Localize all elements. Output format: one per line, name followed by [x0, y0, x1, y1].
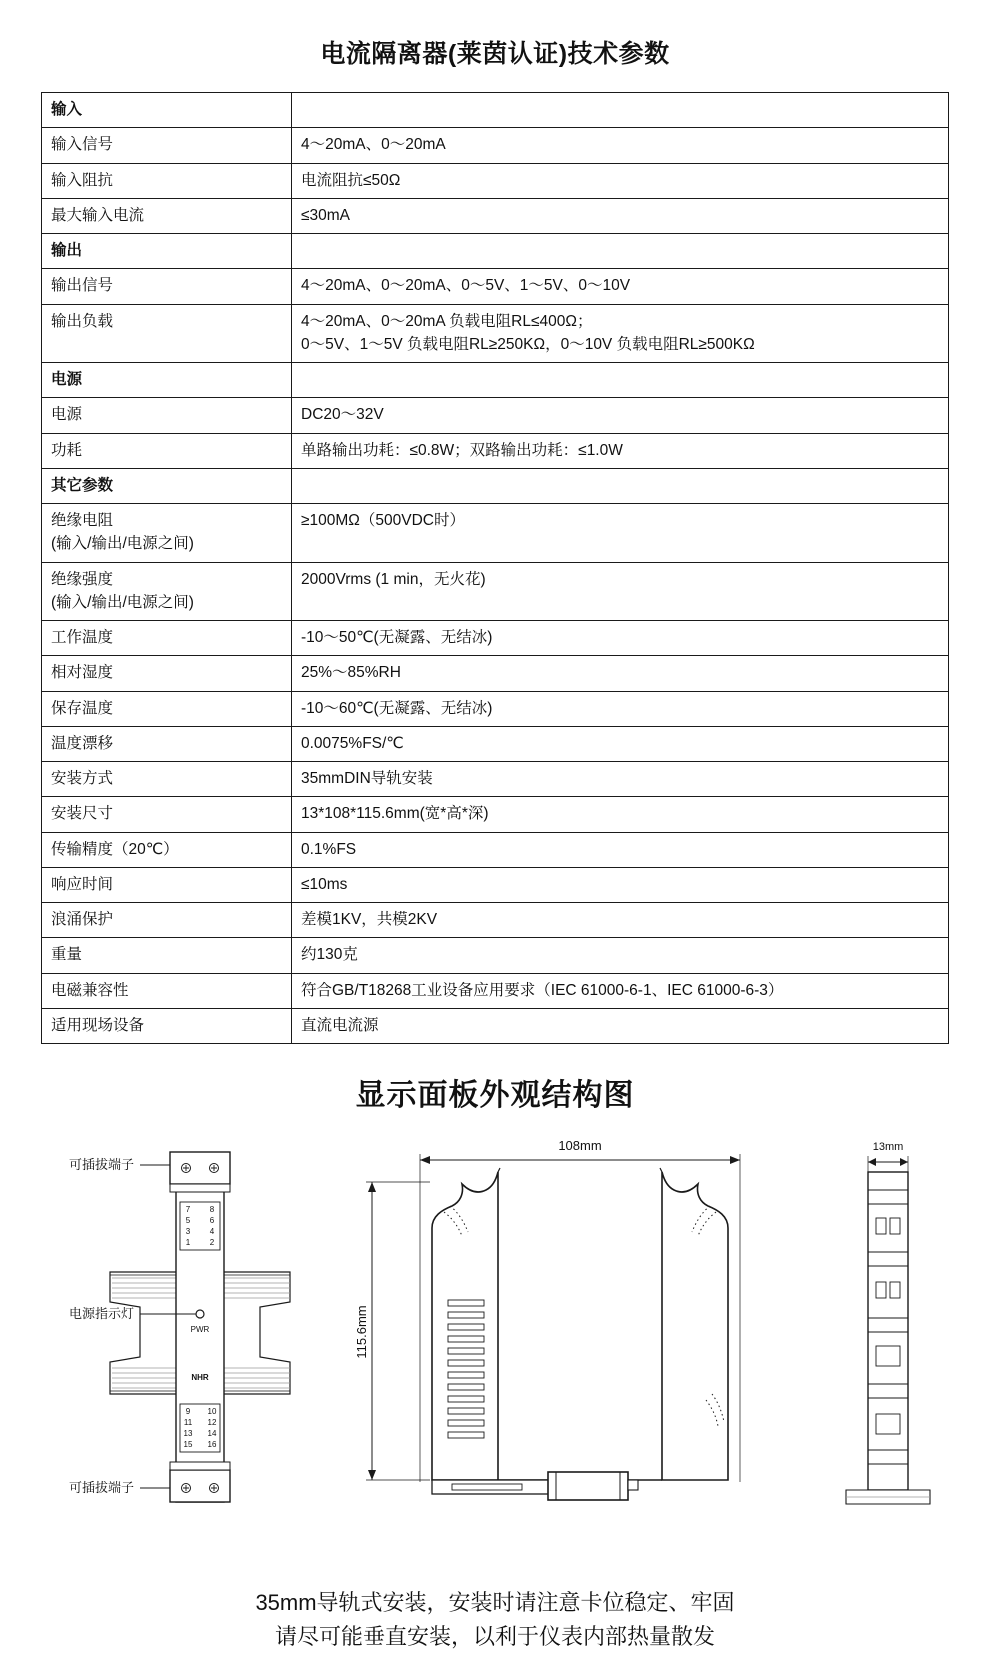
spec-label-cell — [42, 234, 292, 269]
spec-row — [42, 691, 949, 726]
top-terminal-block — [170, 1152, 230, 1184]
spec-row — [42, 398, 949, 433]
power-led-label: 电源指示灯 — [68, 1306, 134, 1321]
spec-value-cell — [292, 762, 949, 797]
terminal-number: 5 — [185, 1216, 191, 1225]
spec-value-cell — [292, 1008, 949, 1043]
spec-label-text: 安装方式 — [51, 770, 114, 787]
spec-label-text: 响应时间 — [51, 875, 114, 893]
spec-label-text: 保存温度 — [51, 699, 114, 717]
footer-line-2: 请尽可能垂直安装，以利于仪表内部热量散发 — [274, 1624, 715, 1650]
spec-label-cell — [42, 198, 292, 233]
spec-row — [42, 797, 949, 832]
spec-label-cell — [42, 304, 292, 363]
terminal-number: 15 — [183, 1440, 193, 1449]
spec-value-cell — [292, 504, 949, 563]
spec-value-text: 差模1KV，共模2KV — [301, 911, 438, 928]
spec-value-cell — [292, 93, 949, 128]
spec-value-cell — [292, 363, 949, 398]
spec-value-cell — [292, 656, 949, 691]
spec-value-text: ≥100MΩ（500VDC时） — [301, 512, 465, 529]
spec-value-cell — [292, 468, 949, 503]
spec-value-text: 电流阻抗≤50Ω — [301, 171, 401, 189]
spec-row — [42, 656, 949, 691]
spec-label-text: 输出 — [51, 242, 83, 259]
terminal-number: 8 — [209, 1205, 215, 1214]
spec-value-text: 4～20mA、0～20mA 负载电阻RL≤400Ω； — [301, 312, 593, 330]
spec-row — [42, 1008, 949, 1043]
spec-value-text: 单路输出功耗：≤0.8W；双路输出功耗：≤1.0W — [301, 441, 623, 459]
spec-value-cell — [292, 234, 949, 269]
spec-value-cell — [292, 726, 949, 761]
spec-label-text: 绝缘电阻 — [51, 512, 114, 529]
spec-label-cell — [42, 163, 292, 198]
spec-value-text-secondary: 0～5V、1～5V 负载电阻RL≥250KΩ，0～10V 负载电阻RL≥500KΩ — [301, 335, 755, 353]
spec-label-cell — [42, 973, 292, 1008]
spec-label-cell — [42, 656, 292, 691]
spec-value-cell — [292, 433, 949, 468]
spec-label-text: 电源 — [51, 371, 83, 388]
spec-label-text: 电源 — [51, 406, 83, 424]
spec-value-cell — [292, 691, 949, 726]
height-dimension-label: 115.6mm — [354, 1305, 369, 1359]
spec-label-text: 安装尺寸 — [51, 805, 114, 823]
spec-label-text: 功耗 — [51, 441, 83, 459]
spec-row — [42, 726, 949, 761]
spec-row — [42, 867, 949, 902]
spec-label-cell — [42, 691, 292, 726]
specifications-table — [41, 92, 949, 1044]
spec-label-text: 输出信号 — [51, 277, 114, 295]
spec-value-text: 直流电流源 — [301, 1016, 379, 1034]
spec-value-text: 4～20mA、0～20mA — [301, 136, 446, 154]
spec-label-text: 输入 — [51, 101, 83, 118]
spec-row — [42, 504, 949, 563]
depth-view — [846, 1141, 930, 1504]
spec-row — [42, 128, 949, 163]
spec-value-cell — [292, 832, 949, 867]
spec-value-cell — [292, 903, 949, 938]
spec-label-text: 最大输入电流 — [51, 206, 145, 224]
panel-structure-diagram — [0, 1132, 990, 1552]
spec-label-text: 重量 — [51, 946, 83, 964]
terminal-number: 11 — [183, 1418, 193, 1427]
spec-label-text: 工作温度 — [51, 629, 114, 646]
spec-label-cell — [42, 621, 292, 656]
spec-label-text: 输出负载 — [51, 312, 114, 330]
spec-label-cell — [42, 867, 292, 902]
power-led-indicator — [196, 1310, 204, 1318]
spec-label-text: 输入信号 — [51, 136, 114, 154]
spec-value-cell — [292, 938, 949, 973]
spec-row — [42, 198, 949, 233]
spec-value-text: 符合GB/T18268工业设备应用要求（IEC 61000-6-1、IEC 61000-6-3） — [301, 981, 784, 999]
spec-label-text-secondary: (输入/输出/电源之间) — [51, 535, 194, 553]
spec-row — [42, 762, 949, 797]
depth-dimension-label: 13mm — [872, 1141, 904, 1153]
spec-value-text: 约130克 — [301, 946, 358, 964]
spec-value-text: 0.0075%FS/℃ — [301, 734, 404, 752]
spec-value-text: 0.1%FS — [301, 840, 357, 858]
diagram-svg — [0, 1132, 990, 1552]
pwr-label: PWR — [190, 1325, 210, 1334]
spec-value-cell — [292, 562, 949, 621]
spec-label-cell — [42, 832, 292, 867]
width-dimension-label: 108mm — [558, 1138, 602, 1153]
spec-label-text: 输入阻抗 — [51, 171, 114, 189]
spec-row — [42, 304, 949, 363]
panel-section-title: 显示面板外观结构图 — [355, 1079, 635, 1112]
spec-label-text-secondary: (输入/输出/电源之间) — [51, 593, 194, 611]
terminal-number: 10 — [207, 1407, 217, 1416]
terminal-number: 1 — [185, 1238, 191, 1247]
spec-label-text: 温度漂移 — [51, 734, 114, 752]
spec-row — [42, 269, 949, 304]
spec-label-text: 电磁兼容性 — [51, 981, 129, 999]
bottom-terminal-block — [170, 1470, 230, 1502]
terminal-number: 3 — [185, 1227, 191, 1236]
top-terminal-label: 可插拔端子 — [68, 1157, 134, 1172]
spec-label-text: 适用现场设备 — [51, 1016, 145, 1034]
brand-logo: NHR — [191, 1373, 209, 1382]
footer-note — [0, 1586, 990, 1654]
spec-value-cell — [292, 128, 949, 163]
spec-label-text: 浪涌保护 — [51, 911, 114, 928]
spec-label-cell — [42, 93, 292, 128]
spec-value-cell — [292, 269, 949, 304]
spec-row — [42, 621, 949, 656]
spec-section-row — [42, 234, 949, 269]
spec-value-text: -10～60℃(无凝露、无结冰) — [301, 699, 493, 717]
spec-label-cell — [42, 562, 292, 621]
spec-value-text: -10～50℃(无凝露、无结冰) — [301, 629, 493, 646]
spec-row — [42, 973, 949, 1008]
side-view — [354, 1138, 740, 1500]
spec-section-row — [42, 93, 949, 128]
spec-value-cell — [292, 797, 949, 832]
spec-label-text: 传输精度（20℃） — [51, 840, 179, 858]
terminal-number: 16 — [207, 1440, 217, 1449]
spec-value-text: 4～20mA、0～20mA、0～5V、1～5V、0～10V — [301, 277, 631, 295]
spec-row — [42, 903, 949, 938]
spec-label-cell — [42, 468, 292, 503]
spec-section-row — [42, 363, 949, 398]
spec-value-text: 25%～85%RH — [301, 664, 401, 682]
spec-label-cell — [42, 269, 292, 304]
spec-label-text: 其它参数 — [51, 476, 114, 494]
spec-row — [42, 433, 949, 468]
spec-label-cell — [42, 363, 292, 398]
spec-label-cell — [42, 762, 292, 797]
spec-label-text: 相对湿度 — [51, 664, 114, 682]
spec-label-cell — [42, 504, 292, 563]
terminal-number: 7 — [185, 1205, 191, 1214]
spec-label-cell — [42, 1008, 292, 1043]
spec-label-cell — [42, 398, 292, 433]
spec-label-cell — [42, 433, 292, 468]
spec-value-text: 13*108*115.6mm(宽*高*深) — [301, 805, 489, 823]
terminal-number: 13 — [183, 1429, 193, 1438]
spec-section-row — [42, 468, 949, 503]
spec-label-cell — [42, 938, 292, 973]
spec-row — [42, 163, 949, 198]
terminal-number: 6 — [209, 1216, 215, 1225]
terminal-number: 4 — [209, 1227, 215, 1236]
spec-value-text: ≤10ms — [301, 875, 348, 893]
spec-label-cell — [42, 726, 292, 761]
spec-value-text: DC20～32V — [301, 406, 384, 424]
spec-label-cell — [42, 903, 292, 938]
spec-table-container — [41, 92, 949, 1044]
spec-value-cell — [292, 163, 949, 198]
spec-value-text: 2000Vrms (1 min，无火花) — [301, 570, 486, 588]
page-title: 电流隔离器(莱茵认证)技术参数 — [320, 40, 670, 68]
spec-value-text: 35mmDIN导轨安装 — [301, 770, 433, 787]
terminal-number: 9 — [185, 1407, 191, 1416]
bottom-terminal-label: 可插拔端子 — [68, 1480, 134, 1495]
spec-label-text: 绝缘强度 — [51, 570, 114, 588]
spec-value-cell — [292, 867, 949, 902]
spec-value-cell — [292, 621, 949, 656]
spec-value-cell — [292, 198, 949, 233]
spec-row — [42, 562, 949, 621]
spec-value-cell — [292, 304, 949, 363]
spec-label-cell — [42, 797, 292, 832]
spec-value-cell — [292, 398, 949, 433]
terminal-number: 14 — [207, 1429, 217, 1438]
spec-value-cell — [292, 973, 949, 1008]
spec-label-cell — [42, 128, 292, 163]
footer-line-1: 35mm导轨式安装，安装时请注意卡位稳定、牢固 — [255, 1590, 735, 1615]
terminal-number: 12 — [207, 1418, 217, 1427]
spec-value-text: ≤30mA — [301, 206, 350, 224]
spec-row — [42, 938, 949, 973]
spec-row — [42, 832, 949, 867]
terminal-number: 2 — [209, 1238, 215, 1247]
